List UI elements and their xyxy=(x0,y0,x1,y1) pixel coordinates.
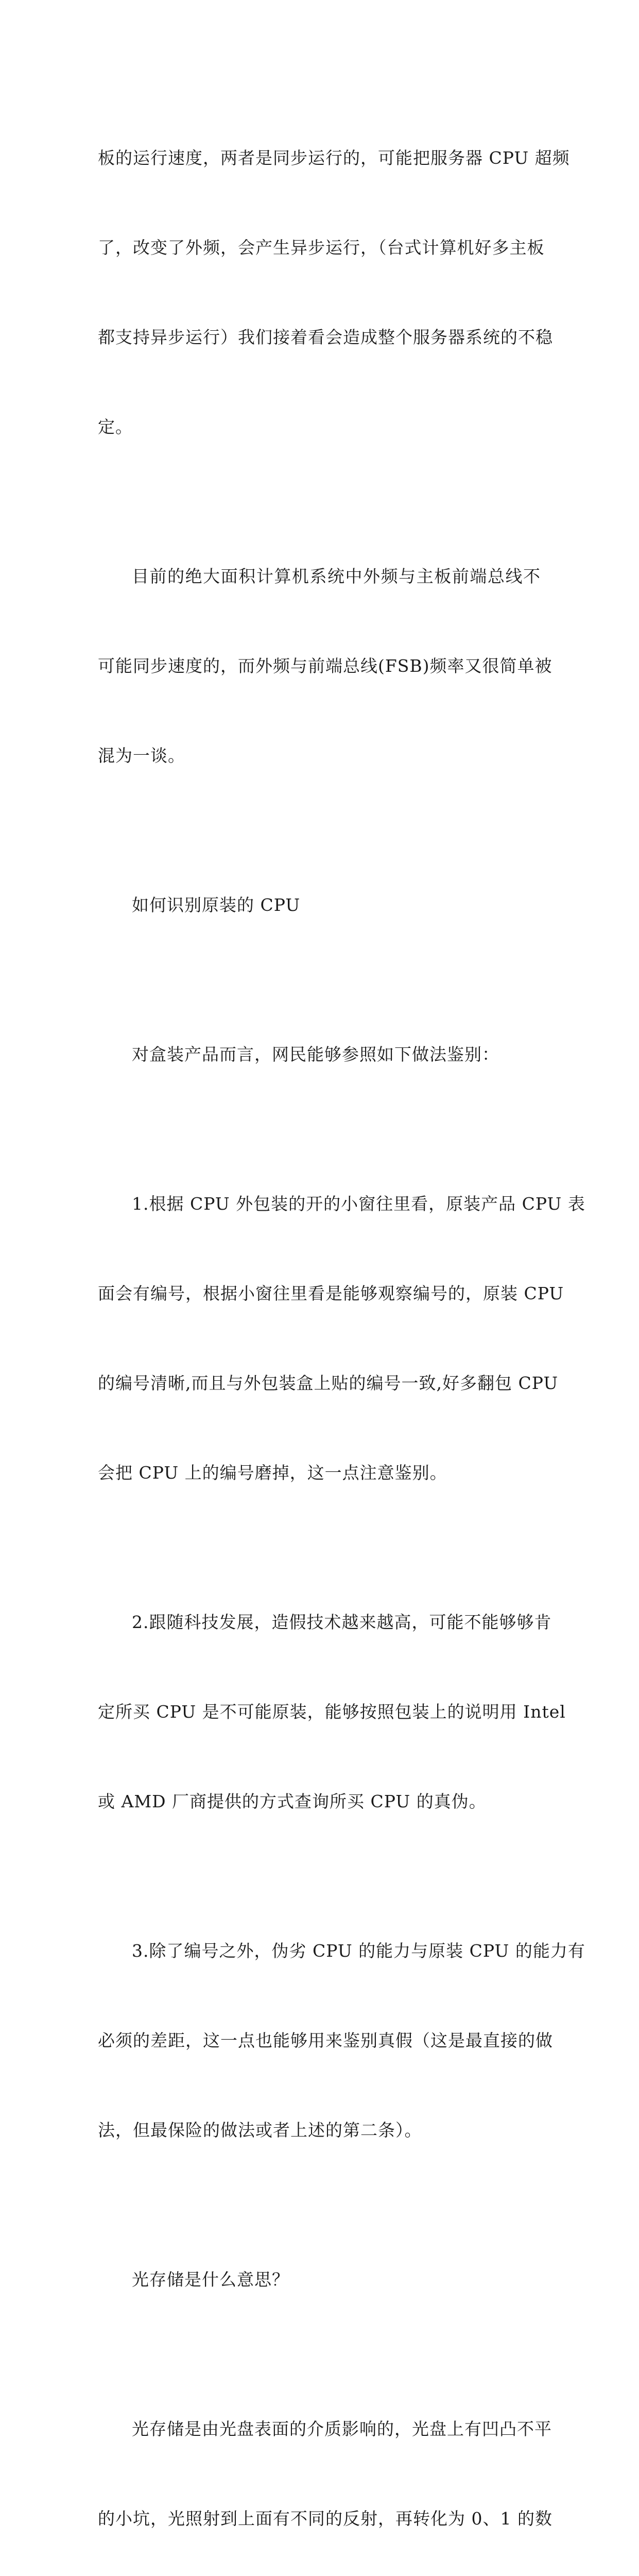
paragraph xyxy=(98,2205,541,2354)
text-line: 法，但最保险的做法或者上述的第二条）。 xyxy=(98,2120,422,2140)
document-page xyxy=(98,83,585,2576)
paragraph xyxy=(98,980,541,1129)
paragraph xyxy=(98,502,552,831)
text-line: 定。 xyxy=(98,417,133,437)
text-line: 会把 CPU 上的编号磨掉，这一点注意鉴别。 xyxy=(98,1463,447,1483)
text-line: 的小坑，光照射到上面有不同的反射，再转化为 0、1 的数 xyxy=(98,2509,552,2529)
text-line: 2.跟随科技发展，造假技术越来越高，可能不能够够肯 xyxy=(132,1612,552,1632)
text-line: 光存储是由光盘表面的介质影响的，光盘上有凹凸不平 xyxy=(132,2419,552,2439)
text-line: 可能同步速度的，而外频与前端总线(FSB)频率又很简单被 xyxy=(98,656,552,676)
text-line: 板的运行速度，两者是同步运行的，可能把服务器 CPU 超频 xyxy=(98,148,570,168)
list-item-paragraph xyxy=(98,1129,585,1548)
section-heading: 光存储是什么意思？ xyxy=(132,2269,289,2290)
text-line: 的编号清晰,而且与外包装盒上贴的编号一致,好多翻包 CPU xyxy=(98,1373,559,1393)
text-line: 或 AMD 厂商提供的方式查询所买 CPU 的真伪。 xyxy=(98,1791,487,1811)
text-line: 对盒装产品而言，网民能够参照如下做法鉴别： xyxy=(132,1044,499,1064)
text-line: 1.根据 CPU 外包装的开的小窗往里看，原装产品 CPU 表 xyxy=(132,1194,585,1214)
paragraph xyxy=(98,83,570,502)
text-line: 3.除了编号之外，伪劣 CPU 的能力与原装 CPU 的能力有 xyxy=(132,1941,585,1961)
text-line: 面会有编号，根据小窗往里看是能够观察编号的，原装 CPU xyxy=(98,1283,564,1303)
text-line: 都支持异步运行）我们接着看会造成整个服务器系统的不稳 xyxy=(98,327,553,347)
text-line: 定所买 CPU 是不可能原装，能够按照包装上的说明用 Intel xyxy=(98,1702,566,1722)
text-line: 目前的绝大面积计算机系统中外频与主板前端总线不 xyxy=(132,566,541,586)
paragraph xyxy=(98,831,541,980)
text-line: 必须的差距，这一点也能够用来鉴别真假（这是最直接的做 xyxy=(98,2030,553,2050)
section-heading: 如何识别原装的 CPU xyxy=(132,895,301,915)
text-line: 了，改变了外频，会产生异步运行，（台式计算机好多主板 xyxy=(98,238,545,258)
paragraph xyxy=(98,2354,552,2576)
list-item-paragraph xyxy=(98,1548,566,1876)
text-line: 混为一谈。 xyxy=(98,745,185,766)
list-item-paragraph xyxy=(98,1876,585,2205)
